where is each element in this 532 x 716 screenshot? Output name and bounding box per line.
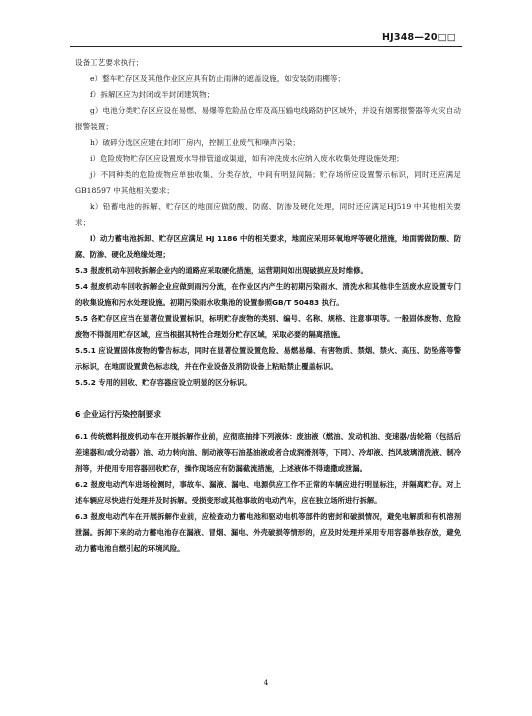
section-6-heading: 6 企业运行污染控制要求 bbox=[75, 410, 162, 419]
item-k: k）铅蓄电池的拆解、贮存区的地面应做防酸、防腐、防渗及硬化处理，同时还应满足HJ519 中其他相关要求； bbox=[75, 202, 461, 227]
document-code: HJ348—20□□ bbox=[382, 32, 456, 43]
item-j: j）不同种类的危险废物应单独收集、分类存放，中间有明显间隔；贮存场所应设置警示标识，同时还应满足 GB18597 中其他相关要求； bbox=[75, 170, 461, 195]
clause-5-5-1: 5.5.1 应设置固体废物的警告标志，同时在显著位置设置危险、易燃易爆、有害物质、禁烟、禁火、高压、防坠落等警示标识，在地面设置黄色标志线，并在作业设备及消防设备上粘贴禁止覆盖标识。 bbox=[75, 346, 461, 371]
clause-6-3: 6.3 报废电动汽车在开展拆解作业前，应检查动力蓄电池和驱动电机等部件的密封和破损情况，避免电解质和有机溶剂泄漏。拆卸下来的动力蓄电池存在漏液、冒烟、漏电、外壳破损等情形的，应及时处理并采用专用容器单独存放，避免动力蓄电池自燃引起的环境风险。 bbox=[75, 512, 461, 553]
clause-6-2: 6.2 报废电动汽车进场检测时，事故车、漏液、漏电、电源供应工作不正常的车辆应进行明显标注，并隔离贮存。对上述车辆应尽快进行处理并及时拆解。受损变形或其他事故的电动汽车，应在独立场所进行拆解。 bbox=[75, 480, 461, 505]
clause-5-4: 5.4 报废机动车回收拆解企业应做到雨污分流，在作业区内产生的初期污染雨水、清洗水和其他非生活废水应设置专门的收集设施和污水处理设施。初期污染雨水收集池的设置参照GB/T 50483 执行。 bbox=[75, 282, 461, 307]
item-i: i）危险废物贮存区应设置废水导排管道或渠道，如有冲洗废水应纳入废水收集处理设施处理； bbox=[90, 154, 404, 163]
item-e: e）整车贮存区及其他作业区应具有防止雨淋的遮盖设施，如安装防雨棚等； bbox=[90, 74, 346, 83]
clause-5-5: 5.5 各贮存区应当在显著位置设置标识，标明贮存废物的类别、编号、名称、规格、注意事项等。一般固体废物、危险废物不得混用贮存区域，应当根据其特性合理划分贮存区域，采取必要的隔离措施。 bbox=[75, 314, 461, 339]
header-rule bbox=[70, 46, 462, 47]
item-g: g）电池分类贮存区应设在易燃、易爆等危险品仓库及高压输电线路防护区域外，并设有烟雾报警器等火灾自动报警装置； bbox=[75, 106, 461, 131]
item-h: h）破碎分选区应建在封闭厂房内，控制工业废气和噪声污染； bbox=[90, 138, 300, 147]
clause-6-1: 6.1 传统燃料报废机动车在开展拆解作业前，应彻底抽排下列液体：废油液（燃油、发动机油、变速器/齿轮箱（包括后差速器和/或分动器）油、动力转向油、制动液等石油基油液或者合成润滑剂等，下同）、冷却液、挡风玻璃清洗液、制冷剂等，并使用专用容器回收贮存，操作现场应有防漏截流措施，上述液体不得遗撒或泄漏。 bbox=[75, 432, 461, 473]
paragraph-continuation: 设备工艺要求执行； bbox=[75, 58, 144, 67]
item-f: f）拆解区应为封闭或半封闭建筑物； bbox=[90, 90, 215, 99]
page-number: 4 bbox=[263, 678, 269, 687]
clause-5-5-2: 5.5.2 专用的回收、贮存容器应设立明显的区分标识。 bbox=[75, 378, 252, 387]
clause-5-3: 5.3 报废机动车回收拆解企业内的道路应采取硬化措施，运营期间如出现破损应及时维修。 bbox=[75, 266, 368, 275]
item-l: l）动力蓄电池拆卸、贮存区应满足 HJ 1186 中的相关要求，地面应采用环氧地坪等硬化措施，地面需做防酸、防腐、防渗、硬化及绝缘处理； bbox=[75, 234, 461, 259]
page-body bbox=[75, 55, 461, 557]
